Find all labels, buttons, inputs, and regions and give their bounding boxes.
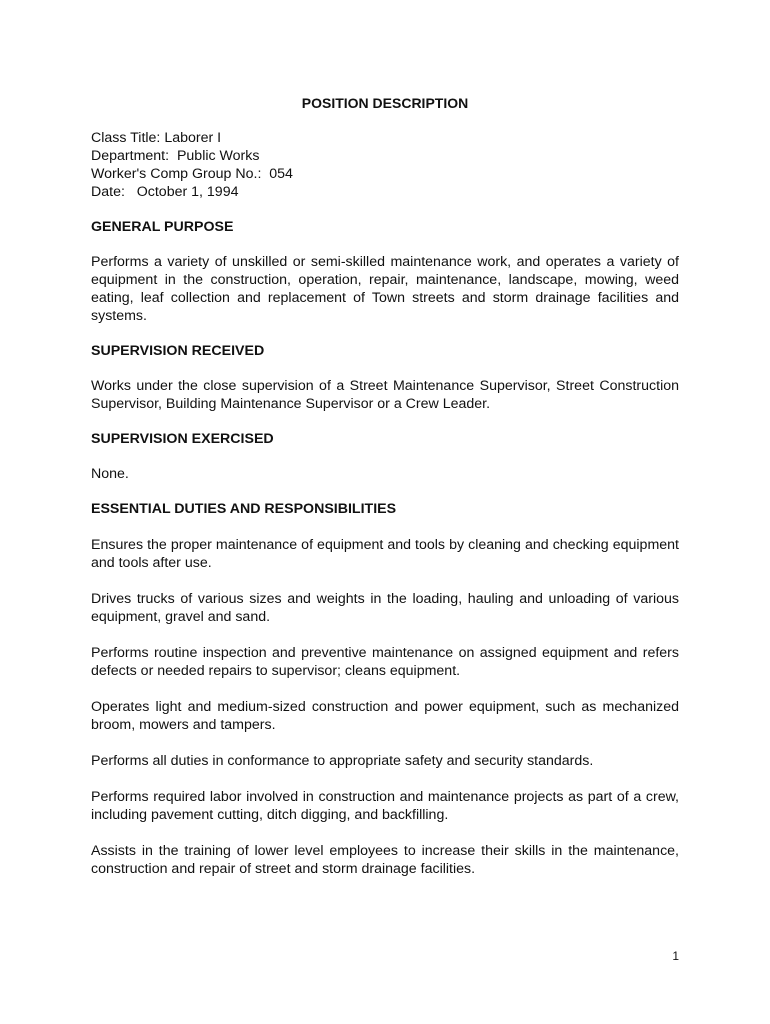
supervision-received-heading: SUPERVISION RECEIVED: [91, 343, 265, 359]
supervision-received-text: Works under the close supervision of a Street Maintenance Supervisor, Street Construction Supervisor, Building Maintenance Supervisor or a Crew Leader.: [91, 378, 679, 412]
duty-item: Performs routine inspection and preventive maintenance on assigned equipment and refers defects or needed repairs to supervisor; cleans equipment.: [91, 645, 679, 679]
class-title-line: Class Title: Laborer I: [91, 130, 222, 146]
general-purpose-heading: GENERAL PURPOSE: [91, 219, 234, 235]
duty-item: Operates light and medium-sized construction and power equipment, such as mechanized broom, mowers and tampers.: [91, 699, 679, 733]
page-number: 1: [672, 949, 679, 963]
date-line: Date: October 1, 1994: [91, 184, 239, 200]
workers-comp-line: Worker's Comp Group No.: 054: [91, 166, 293, 182]
duty-item: Ensures the proper maintenance of equipment and tools by cleaning and checking equipment and tools after use.: [91, 537, 679, 571]
general-purpose-text: Performs a variety of unskilled or semi-skilled maintenance work, and operates a variety of equipment in the construction, operation, repair, maintenance, landscape, mowing, weed eating, leaf collection and replacement of Town streets and storm drainage facilities and systems.: [91, 254, 679, 324]
supervision-exercised-text: None.: [91, 466, 129, 482]
document-title: POSITION DESCRIPTION: [301, 95, 469, 111]
duty-item: Drives trucks of various sizes and weights in the loading, hauling and unloading of various equipment, gravel and sand.: [91, 591, 679, 625]
duty-item: Performs all duties in conformance to appropriate safety and security standards.: [91, 753, 594, 769]
duties-heading: ESSENTIAL DUTIES AND RESPONSIBILITIES: [91, 501, 397, 517]
document-content: [91, 129, 679, 878]
supervision-exercised-heading: SUPERVISION EXERCISED: [91, 431, 274, 447]
department-line: Department: Public Works: [91, 148, 260, 164]
duty-item: Assists in the training of lower level employees to increase their skills in the maintenance, construction and repair of street and storm drainage facilities.: [91, 843, 679, 877]
duty-item: Performs required labor involved in construction and maintenance projects as part of a crew, including pavement cutting, ditch digging, and backfilling.: [91, 789, 679, 823]
